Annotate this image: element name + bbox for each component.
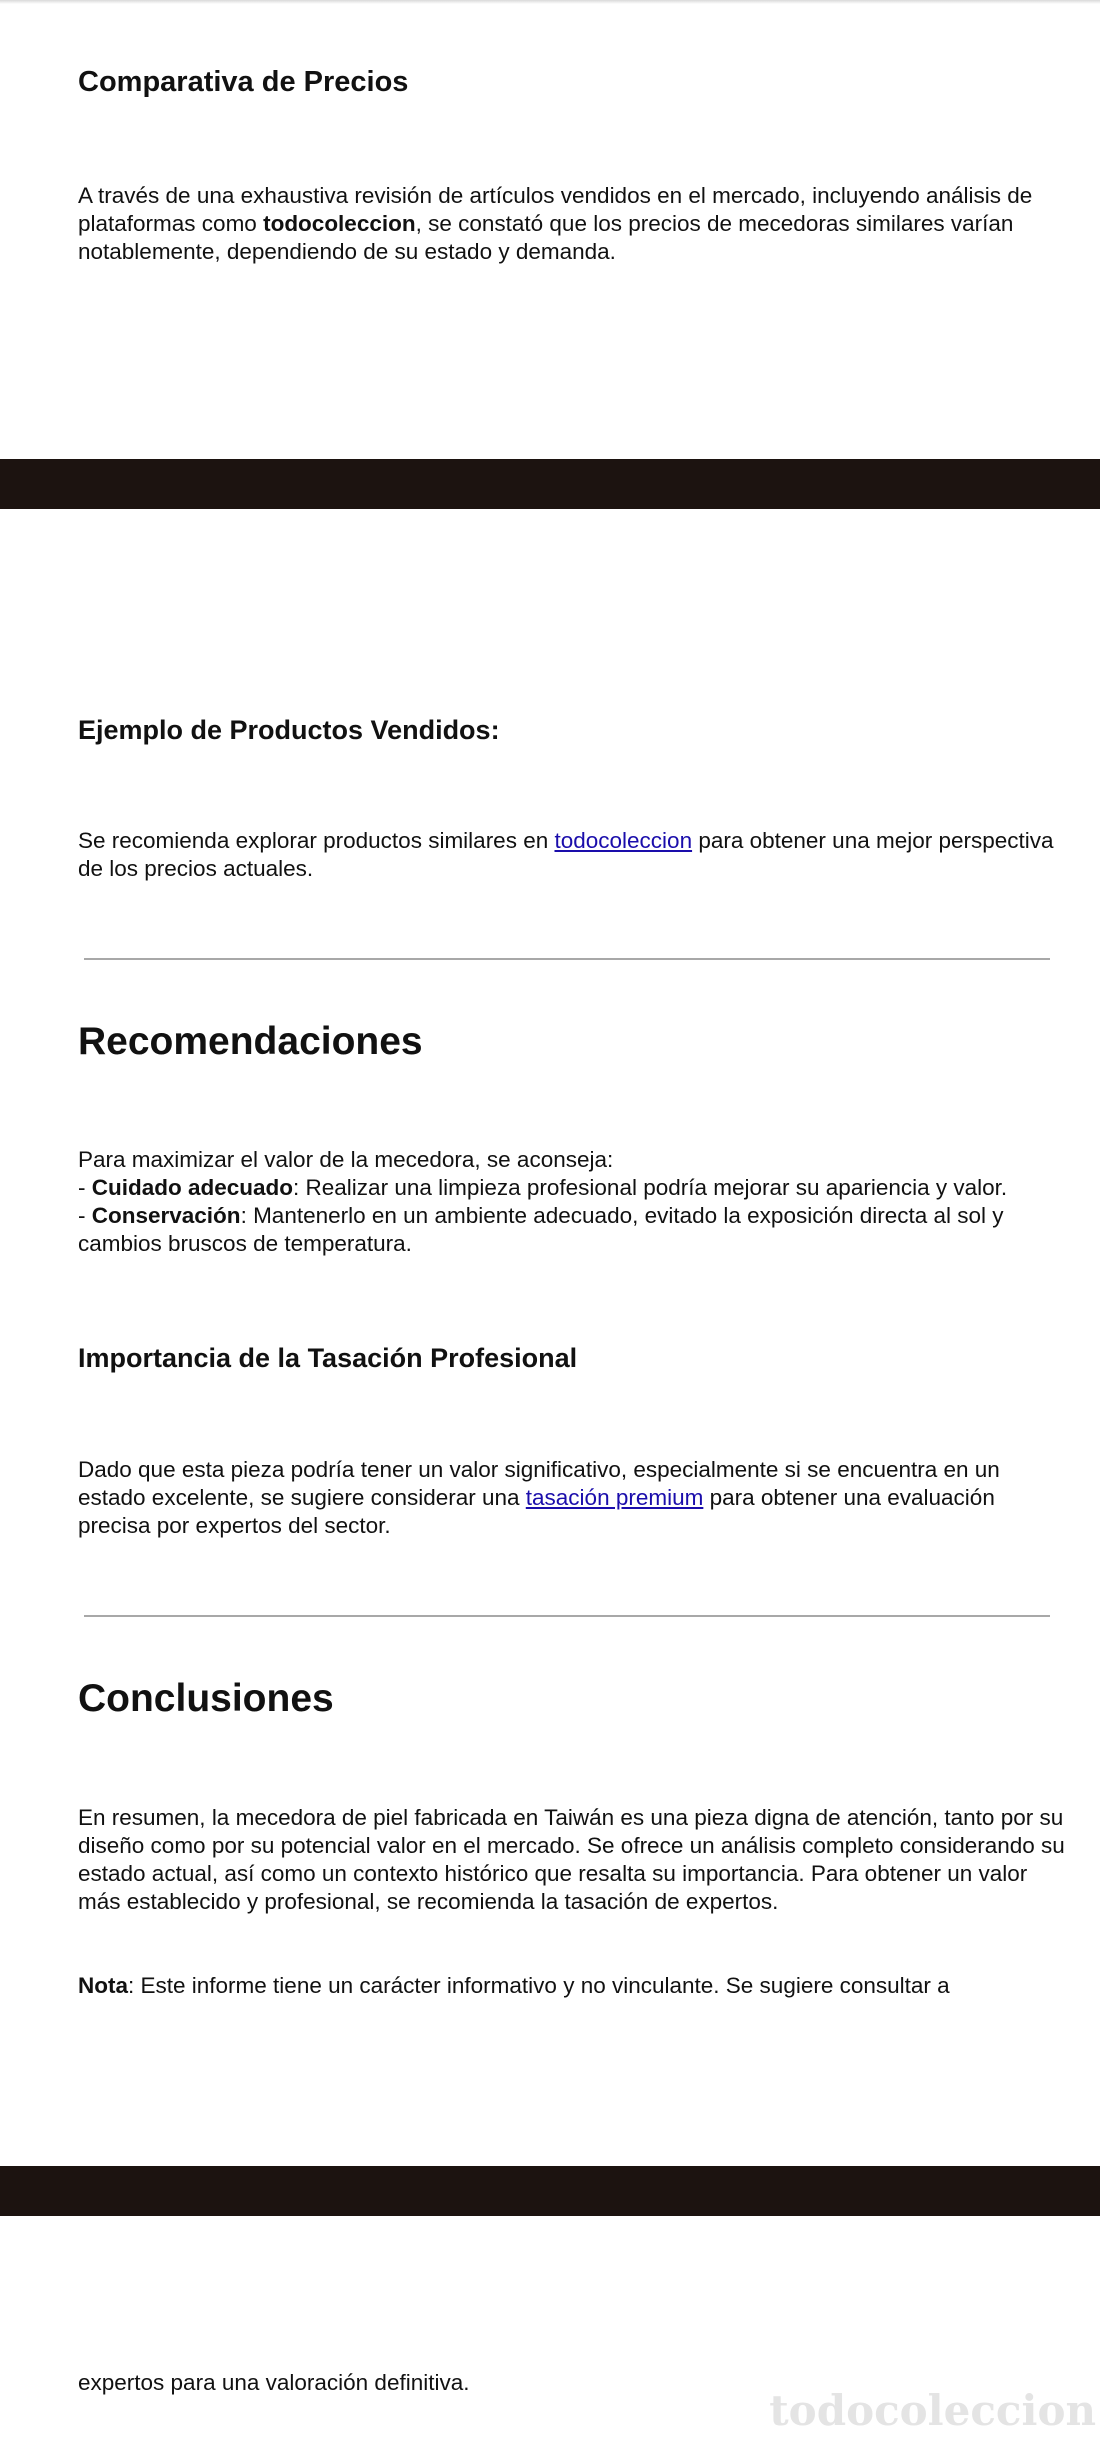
conclusiones-paragraph [78,1804,1068,1916]
image-divider-band [0,459,1100,509]
todocoleccion-link[interactable]: todocoleccion [554,828,693,853]
list-item: - Conservación: Mantenerlo en un ambiente adecuado, evitado la exposición directa al sol y cambios bruscos de temperatura. [78,1203,1004,1256]
list-item: - Cuidado adecuado: Realizar una limpieza profesional podría mejorar su apariencia y valor. [78,1175,1008,1200]
horizontal-rule [84,1615,1050,1617]
nota-text: : Este informe tiene un carácter informativo y no vinculante. Se sugiere consultar a [128,1973,950,1998]
comparativa-title: Comparativa de Precios [78,66,409,98]
section-ejemplo [78,715,1068,746]
todocoleccion-watermark: todocoleccion [769,2386,1096,2435]
comparativa-text-b: , se constató que los precios de mecedoras similares varían notablemente, dependiendo de su estado y demanda. [78,211,1014,264]
tasacion-premium-link[interactable]: tasación premium [525,1485,704,1510]
section-comparativa [78,66,1068,99]
recomendaciones-intro: Para maximizar el valor de la mecedora, se aconseja: [78,1147,614,1172]
nota-label: Nota [78,1973,128,1998]
tasacion-paragraph [78,1456,1068,1540]
recomendaciones-title: Recomendaciones [78,1020,423,1063]
horizontal-rule [84,958,1050,960]
ejemplo-text-a: Se recomienda explorar productos similares en [78,828,555,853]
section-tasacion [78,1343,1068,1374]
image-divider-band [0,2166,1100,2216]
conclusiones-title: Conclusiones [78,1677,334,1720]
section-recomendaciones [78,1020,1068,1064]
ejemplo-title: Ejemplo de Productos Vendidos: [78,715,500,745]
tasacion-title: Importancia de la Tasación Profesional [78,1343,578,1373]
comparativa-text-bold: todocoleccion [263,211,416,236]
ejemplo-paragraph [78,827,1068,883]
nota-paragraph [78,1972,1068,2000]
ejemplo-text-b: para obtener una mejor perspectiva de los precios actuales. [78,828,1054,881]
tasacion-text-a: Dado que esta pieza podría tener un valor significativo, especialmente si se encuentra en un estado excelente, se sugiere considerar una [78,1457,1000,1510]
top-shadow [0,0,1100,4]
section-conclusiones [78,1677,1068,1721]
tasacion-text-b: para obtener una evaluación precisa por expertos del sector. [78,1485,995,1538]
recomendaciones-list [78,1146,1068,1258]
comparativa-text-a: A través de una exhaustiva revisión de artículos vendidos en el mercado, incluyendo análisis de plataformas como [78,183,1033,236]
conclusiones-text: En resumen, la mecedora de piel fabricada en Taiwán es una pieza digna de atención, tanto por su diseño como por su potencial valor en el mercado. Se ofrece un análisis completo considerando su estado actual, así como un contexto histórico que resalta su importancia. Para obtener un valor más establecido y profesional, se recomienda la tasación de expertos. [78,1805,1065,1914]
continuation-text: expertos para una valoración definitiva. [78,2370,470,2395]
comparativa-paragraph [78,182,1068,266]
